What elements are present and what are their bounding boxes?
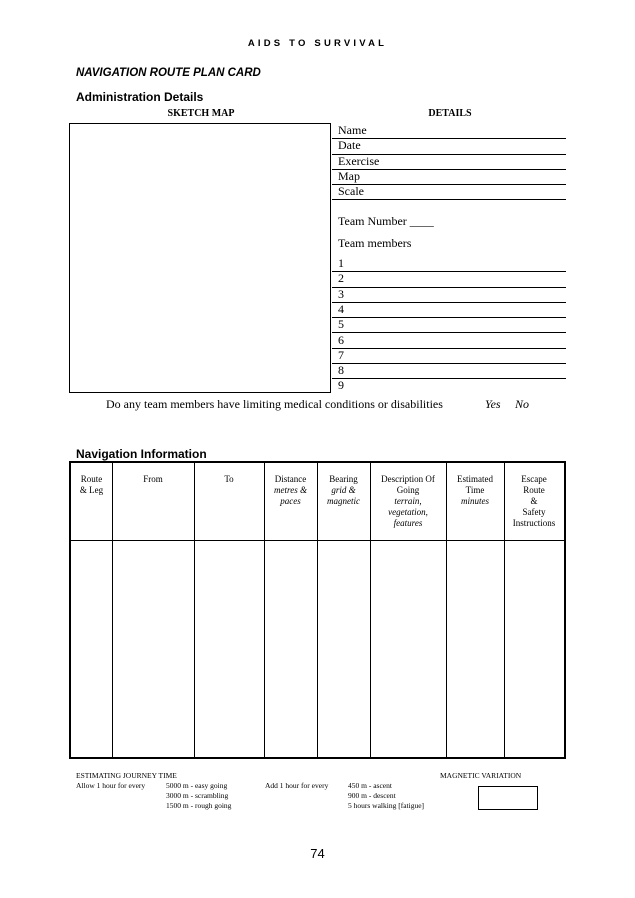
member-number: 5	[338, 317, 344, 332]
column-header-bearing	[317, 474, 370, 507]
member-row[interactable]	[332, 348, 566, 364]
header-subline: minutes	[461, 496, 489, 506]
member-number: 9	[338, 378, 344, 393]
header-line: Escape	[521, 474, 547, 484]
column-header-route	[71, 474, 112, 496]
header-subline: magnetic	[327, 496, 360, 506]
header-line: Time	[465, 485, 485, 495]
medical-yes-option[interactable]: Yes	[485, 397, 501, 411]
column-header-from	[112, 474, 194, 485]
header-line: To	[224, 474, 234, 484]
journey-add-label: Add 1 hour for every	[265, 781, 329, 790]
header-line: From	[143, 474, 163, 484]
card-title: NAVIGATION ROUTE PLAN CARD	[76, 67, 261, 79]
member-number: 4	[338, 301, 344, 316]
journey-add-item: 5 hours walking [fatigue]	[348, 801, 425, 810]
header-line: &	[530, 496, 538, 506]
member-row[interactable]	[332, 271, 566, 287]
header-line: Distance	[274, 474, 307, 484]
detail-label: Exercise	[338, 153, 380, 168]
sketch-map-label: SKETCH MAP	[167, 108, 235, 119]
journey-time-title: ESTIMATING JOURNEY TIME	[76, 771, 177, 780]
member-row[interactable]	[332, 378, 566, 393]
column-header-time	[446, 474, 504, 507]
navigation-table	[69, 461, 566, 759]
page-header: AIDS TO SURVIVAL	[247, 38, 388, 49]
detail-label: Map	[338, 168, 360, 183]
detail-row-exercise[interactable]	[332, 154, 566, 170]
column-divider	[317, 463, 318, 757]
member-row[interactable]	[332, 363, 566, 379]
header-separator	[71, 540, 564, 541]
team-members-label: Team members	[338, 236, 412, 250]
medical-no-option[interactable]: No	[515, 397, 530, 411]
journey-allow-item: 5000 m - easy going	[166, 781, 228, 790]
medical-question: Do any team members have limiting medical conditions or disabilities	[106, 397, 443, 411]
magnetic-variation-box[interactable]	[478, 786, 538, 810]
header-subline: vegetation,	[388, 507, 428, 517]
header-line: Estimated	[457, 474, 493, 484]
header-subline: terrain,	[394, 496, 422, 506]
nav-info-heading: Navigation Information	[76, 447, 207, 461]
column-header-to	[194, 474, 264, 485]
header-line: Bearing	[329, 474, 358, 484]
journey-allow-label: Allow 1 hour for every	[76, 781, 146, 790]
page-number: 74	[310, 846, 325, 861]
header-line: Route	[80, 474, 103, 484]
member-number: 3	[338, 286, 344, 301]
detail-label: Name	[338, 123, 367, 137]
detail-row-date[interactable]	[332, 138, 566, 154]
detail-label: Scale	[338, 184, 364, 199]
header-line: Safety	[522, 507, 546, 517]
column-divider	[446, 463, 447, 757]
header-line: Description Of	[381, 474, 435, 484]
header-line: & Leg	[79, 485, 104, 495]
header-subline: paces	[280, 496, 301, 506]
column-header-description	[370, 474, 446, 529]
column-divider	[112, 463, 113, 757]
journey-add-item: 900 m - descent	[348, 791, 396, 800]
member-number: 2	[338, 271, 344, 286]
column-header-distance	[264, 474, 317, 507]
header-subline: grid &	[331, 485, 356, 495]
header-line: Route	[523, 485, 545, 495]
member-number: 8	[338, 363, 344, 378]
details-label: DETAILS	[428, 108, 472, 119]
journey-allow-item: 1500 m - rough going	[166, 801, 232, 810]
detail-row-map[interactable]	[332, 169, 566, 185]
header-subline: features	[393, 518, 423, 528]
header-line: Going	[396, 485, 420, 495]
team-number-field[interactable]: Team Number ____	[338, 214, 434, 228]
header-subline: metres &	[274, 485, 307, 495]
column-divider	[264, 463, 265, 757]
detail-label: Date	[338, 138, 361, 153]
member-number: 6	[338, 332, 344, 347]
column-divider	[194, 463, 195, 757]
member-row[interactable]	[332, 333, 566, 349]
member-row[interactable]	[332, 287, 566, 303]
member-row[interactable]	[332, 302, 566, 318]
member-number: 7	[338, 347, 344, 362]
sketch-map-box[interactable]	[69, 123, 331, 393]
admin-details-heading: Administration Details	[76, 90, 204, 104]
detail-row-scale[interactable]	[332, 184, 566, 200]
journey-add-item: 450 m - ascent	[348, 781, 392, 790]
magnetic-variation-label: MAGNETIC VARIATION	[440, 771, 522, 780]
member-number: 1	[338, 256, 344, 270]
member-row[interactable]	[332, 317, 566, 333]
journey-allow-item: 3000 m - scrambling	[166, 791, 229, 800]
header-line: Instructions	[512, 518, 556, 528]
column-header-escape	[504, 474, 564, 529]
member-row[interactable]	[332, 256, 566, 272]
detail-row-name[interactable]	[332, 123, 566, 139]
